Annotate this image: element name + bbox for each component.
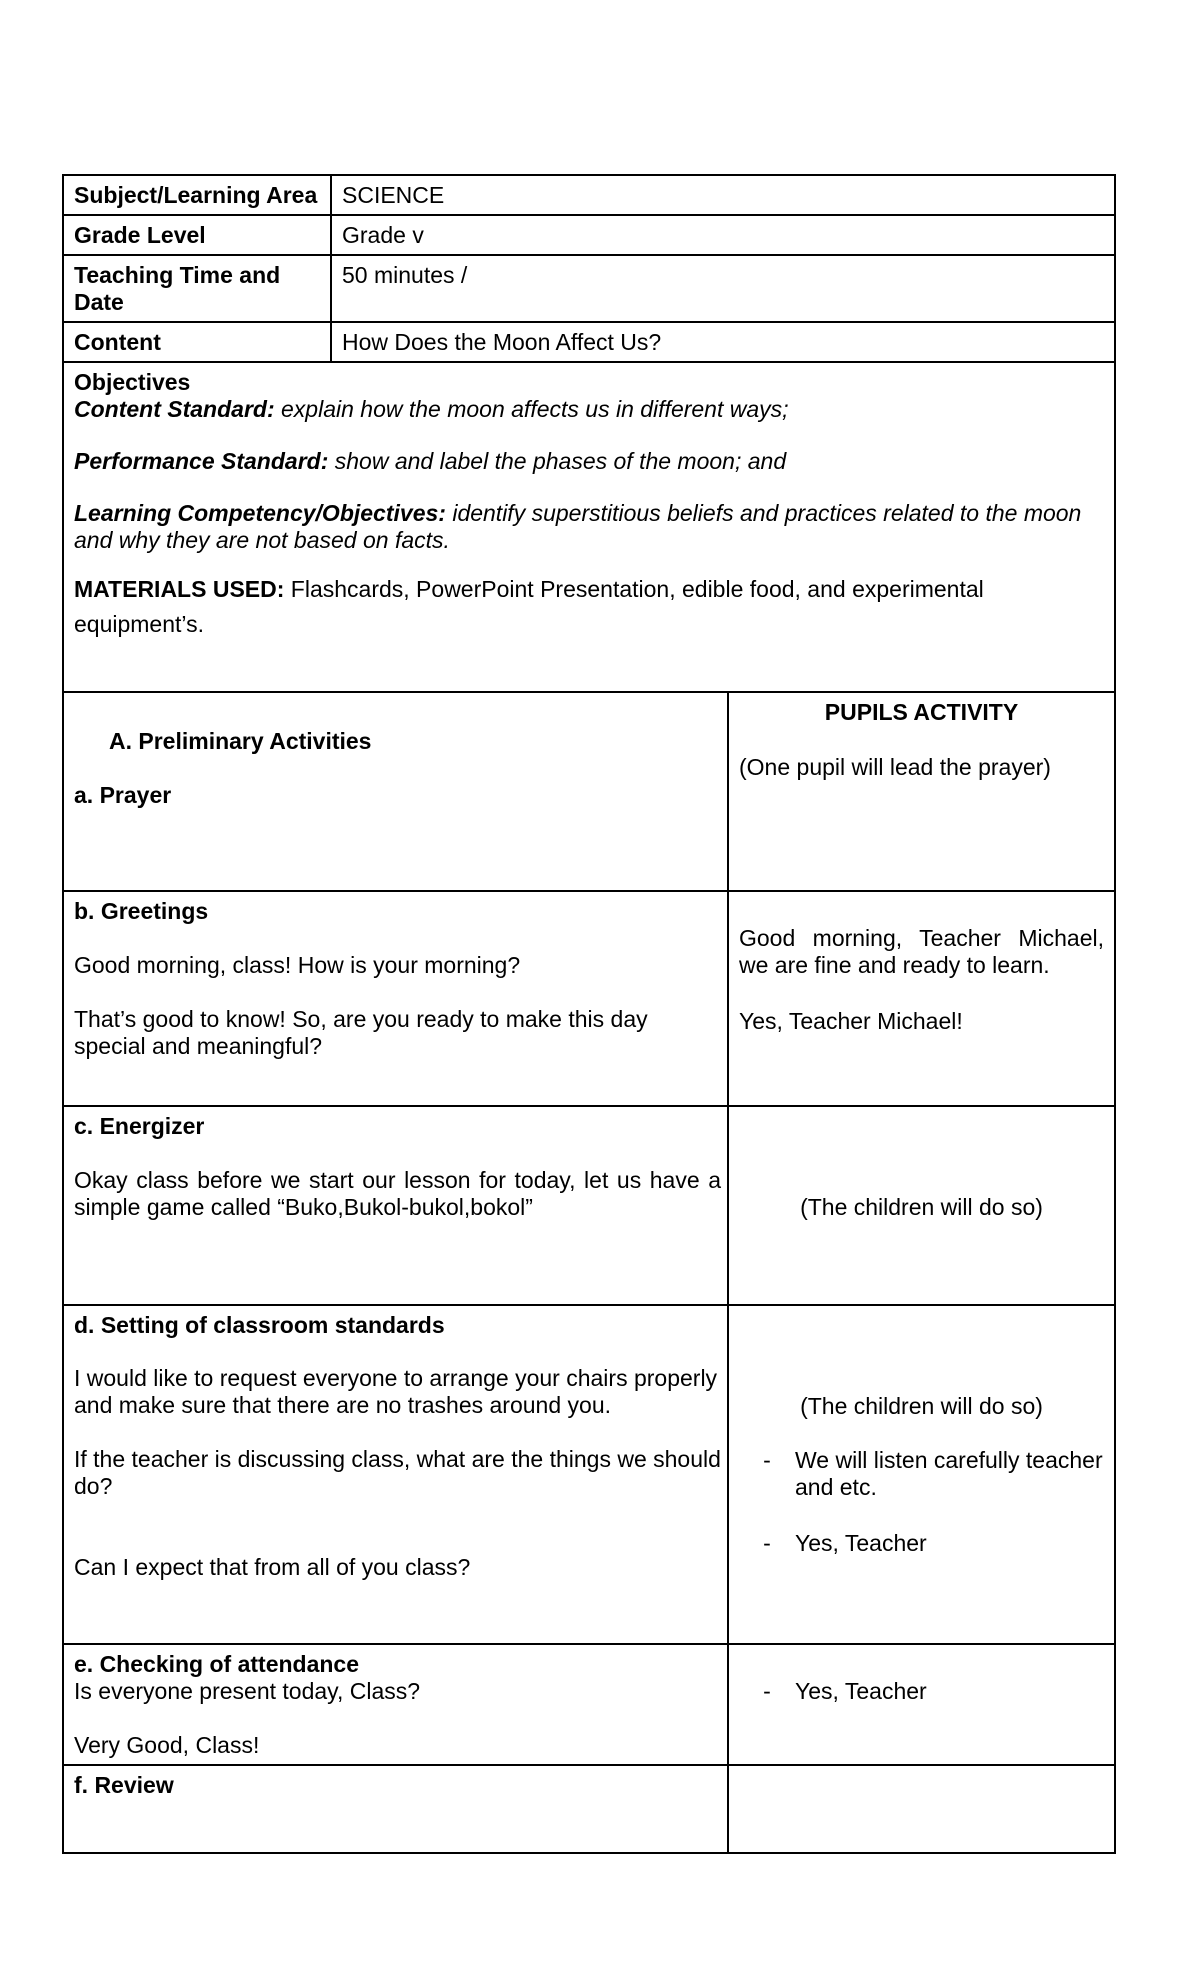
greetings-teacher-line-1: Good morning, class! How is your morning? xyxy=(74,952,521,978)
activity-row-standards xyxy=(64,1306,1114,1645)
standards-pupil-line-1: (The children will do so) xyxy=(800,1393,1043,1419)
content-standard-label: Content Standard: xyxy=(74,396,275,422)
materials-label: MATERIALS USED: xyxy=(74,576,285,602)
subject-value: SCIENCE xyxy=(342,182,445,208)
objectives-heading: Objectives xyxy=(74,369,191,395)
teacher-cell-greetings xyxy=(64,892,729,1105)
attendance-teacher-line-2: Very Good, Class! xyxy=(74,1732,260,1758)
header-row-subject xyxy=(64,176,1114,216)
header-row-grade xyxy=(64,216,1114,256)
greetings-pupil-line-1: Good morning, Teacher Michael, we are fine and ready to learn. xyxy=(739,925,1104,978)
activity-row-energizer xyxy=(64,1107,1114,1306)
pupil-cell-standards xyxy=(729,1306,1114,1643)
bullet-dash: - xyxy=(763,1678,771,1704)
objectives-section xyxy=(62,363,1116,691)
standards-pupil-item-2 xyxy=(739,1447,1104,1501)
standards-pupil-line-2: We will listen carefully teacher and etc. xyxy=(795,1447,1103,1500)
header-row-content xyxy=(64,323,1114,363)
content-value: How Does the Moon Affect Us? xyxy=(342,329,662,355)
content-standard xyxy=(74,396,1104,423)
pupil-cell-energizer xyxy=(729,1107,1114,1304)
subject-label: Subject/Learning Area xyxy=(64,176,332,214)
energizer-pupil-line: (The children will do so) xyxy=(800,1194,1043,1220)
bullet-dash: - xyxy=(763,1447,771,1473)
bullet-dash: - xyxy=(763,1530,771,1556)
teacher-cell-prayer xyxy=(64,693,729,890)
content-standard-text: explain how the moon affects us in different ways; xyxy=(274,396,789,422)
header-row-time xyxy=(64,256,1114,323)
learning-competency-text: identify superstitious beliefs and practices related to the moon and why they are not based on facts. xyxy=(74,500,1082,553)
energizer-heading: c. Energizer xyxy=(74,1113,205,1139)
lesson-plan-page xyxy=(62,174,1116,1854)
pupil-cell-attendance xyxy=(729,1645,1114,1764)
teacher-cell-attendance xyxy=(64,1645,729,1764)
prayer-response: (One pupil will lead the prayer) xyxy=(739,754,1051,780)
greetings-heading: b. Greetings xyxy=(74,898,209,924)
attendance-teacher-line-1: Is everyone present today, Class? xyxy=(74,1678,421,1704)
standards-heading: d. Setting of classroom standards xyxy=(74,1312,445,1338)
learning-competency xyxy=(74,500,1104,554)
activity-row-review xyxy=(64,1766,1114,1852)
prayer-heading: a. Prayer xyxy=(74,782,172,808)
standards-teacher-line-3: Can I expect that from all of you class? xyxy=(74,1554,471,1580)
greetings-teacher-line-2: That’s good to know! So, are you ready to make this day special and meaningful? xyxy=(74,1006,648,1059)
review-heading: f. Review xyxy=(74,1772,174,1798)
attendance-heading: e. Checking of attendance xyxy=(74,1651,360,1677)
energizer-teacher-line: Okay class before we start our lesson for today, let us have a simple game called “Buko,Bukol-bukol,bokol” xyxy=(74,1167,721,1220)
materials-used xyxy=(74,572,1104,642)
standards-teacher-line-1: I would like to request everyone to arrange your chairs properly and make sure that there are no trashes around you. xyxy=(74,1365,718,1418)
pupil-cell-greetings xyxy=(729,892,1114,1105)
lesson-header-table xyxy=(62,174,1116,363)
time-value: 50 minutes / xyxy=(342,262,468,288)
time-label: Teaching Time and Date xyxy=(64,256,332,321)
materials-text: Flashcards, PowerPoint Presentation, edible food, and experimental equipment’s. xyxy=(74,576,984,637)
performance-standard-label: Performance Standard: xyxy=(74,448,329,474)
teacher-cell-review xyxy=(64,1766,729,1852)
attendance-pupil-line: Yes, Teacher xyxy=(795,1678,927,1704)
attendance-pupil-item xyxy=(739,1678,1104,1705)
activities-table xyxy=(62,691,1116,1854)
pupils-activity-heading: PUPILS ACTIVITY xyxy=(824,699,1019,725)
learning-competency-label: Learning Competency/Objectives: xyxy=(74,500,446,526)
grade-value: Grade v xyxy=(342,222,424,248)
activity-row-greetings xyxy=(64,892,1114,1107)
standards-pupil-item-3 xyxy=(739,1530,1104,1557)
grade-label: Grade Level xyxy=(64,216,332,254)
activity-row-prayer xyxy=(64,693,1114,892)
performance-standard xyxy=(74,448,1104,475)
standards-teacher-line-2: If the teacher is discussing class, what are the things we should do? xyxy=(74,1446,721,1499)
preliminary-activities-heading: A. Preliminary Activities xyxy=(109,728,372,754)
performance-standard-text: show and label the phases of the moon; and xyxy=(328,448,787,474)
greetings-pupil-line-2: Yes, Teacher Michael! xyxy=(739,1008,963,1034)
teacher-cell-energizer xyxy=(64,1107,729,1304)
pupil-cell-prayer xyxy=(729,693,1114,890)
standards-pupil-line-3: Yes, Teacher xyxy=(795,1530,927,1556)
content-label: Content xyxy=(64,323,332,361)
teacher-cell-standards xyxy=(64,1306,729,1643)
activity-row-attendance xyxy=(64,1645,1114,1766)
pupil-cell-review xyxy=(729,1766,1114,1852)
